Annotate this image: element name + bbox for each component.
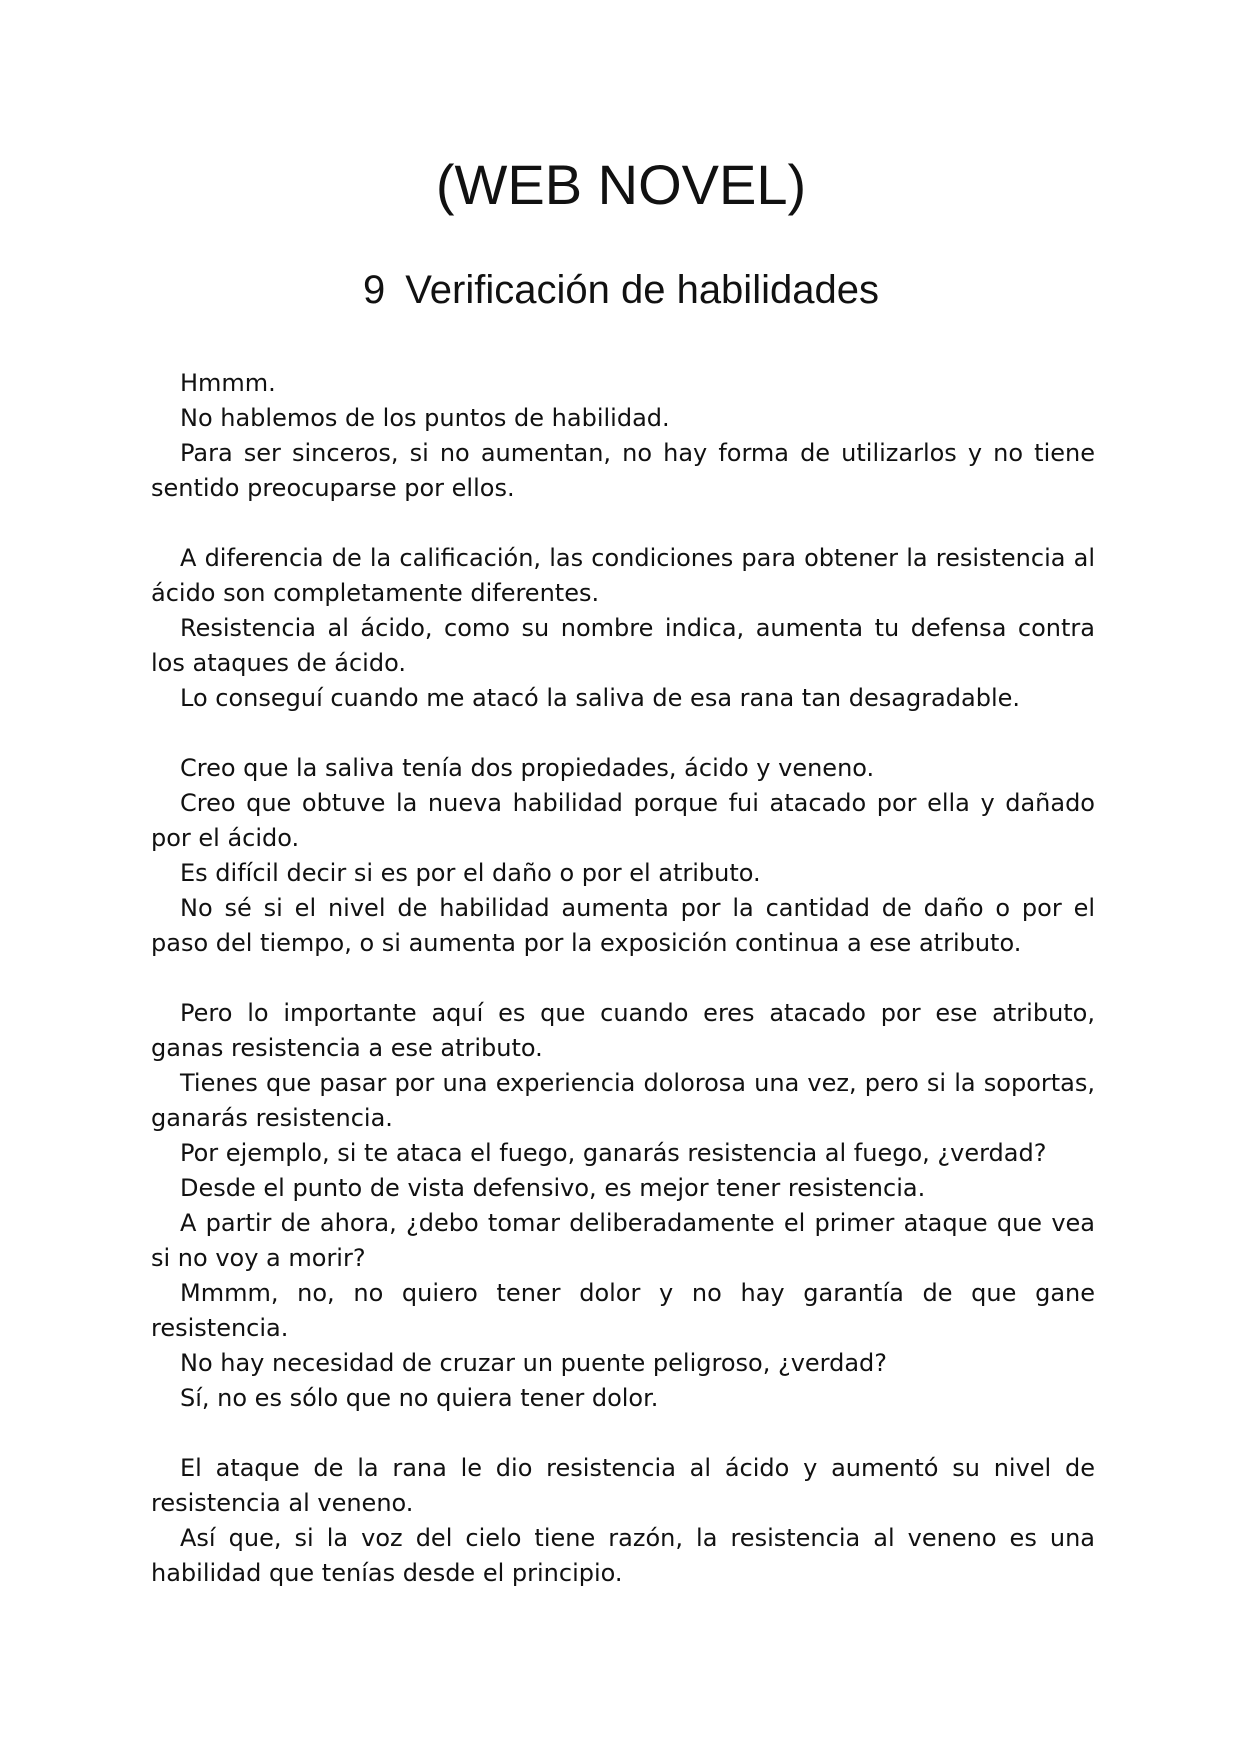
paragraph-break xyxy=(151,716,1095,751)
paragraph: Pero lo importante aquí es que cuando eres atacado por ese atributo, ganas resistencia a ese atributo. xyxy=(151,999,1095,1062)
paragraph: Lo conseguí cuando me atacó la saliva de esa rana tan desagradable. xyxy=(180,684,1020,712)
paragraph: No hablemos de los puntos de habilidad. xyxy=(180,404,670,432)
chapter-name: Verificación de habilidades xyxy=(405,268,879,312)
paragraph: No sé si el nivel de habilidad aumenta por la cantidad de daño o por el paso del tiempo, o si aumenta por la exposición continua a ese atributo. xyxy=(151,894,1095,957)
paragraph: Creo que la saliva tenía dos propiedades, ácido y veneno. xyxy=(180,754,875,782)
paragraph: A partir de ahora, ¿debo tomar deliberadamente el primer ataque que vea si no voy a morir? xyxy=(151,1209,1095,1272)
paragraph: Creo que obtuve la nueva habilidad porque fui atacado por ella y dañado por el ácido. xyxy=(151,789,1095,852)
paragraph: Sí, no es sólo que no quiera tener dolor. xyxy=(180,1384,659,1412)
paragraph: El ataque de la rana le dio resistencia al ácido y aumentó su nivel de resistencia al veneno. xyxy=(151,1454,1095,1517)
paragraph: Así que, si la voz del cielo tiene razón, la resistencia al veneno es una habilidad que tenías desde el principio. xyxy=(151,1524,1095,1587)
paragraph: Mmmm, no, no quiero tener dolor y no hay garantía de que gane resistencia. xyxy=(151,1279,1095,1342)
paragraph: No hay necesidad de cruzar un puente peligroso, ¿verdad? xyxy=(180,1349,888,1377)
paragraph-break xyxy=(151,1416,1095,1451)
paragraph: Para ser sinceros, si no aumentan, no hay forma de utilizarlos y no tiene sentido preocuparse por ellos. xyxy=(151,439,1095,502)
paragraph: Es difícil decir si es por el daño o por el atributo. xyxy=(180,859,761,887)
paragraph-break xyxy=(151,506,1095,541)
chapter-number: 9 xyxy=(363,268,386,312)
paragraph: Hmmm. xyxy=(180,369,276,397)
paragraph: Por ejemplo, si te ataca el fuego, ganarás resistencia al fuego, ¿verdad? xyxy=(180,1139,1047,1167)
paragraph: Desde el punto de vista defensivo, es mejor tener resistencia. xyxy=(180,1174,926,1202)
paragraph: A diferencia de la calificación, las condiciones para obtener la resistencia al ácido son completamente diferentes. xyxy=(151,544,1095,607)
paragraph: Resistencia al ácido, como su nombre indica, aumenta tu defensa contra los ataques de ácido. xyxy=(151,614,1095,677)
book-title: (WEB NOVEL) xyxy=(435,153,807,216)
chapter-title xyxy=(0,264,1242,316)
paragraph: Tienes que pasar por una experiencia dolorosa una vez, pero si la soportas, ganarás resistencia. xyxy=(151,1069,1095,1132)
chapter-body xyxy=(151,366,1095,1591)
paragraph-break xyxy=(151,961,1095,996)
